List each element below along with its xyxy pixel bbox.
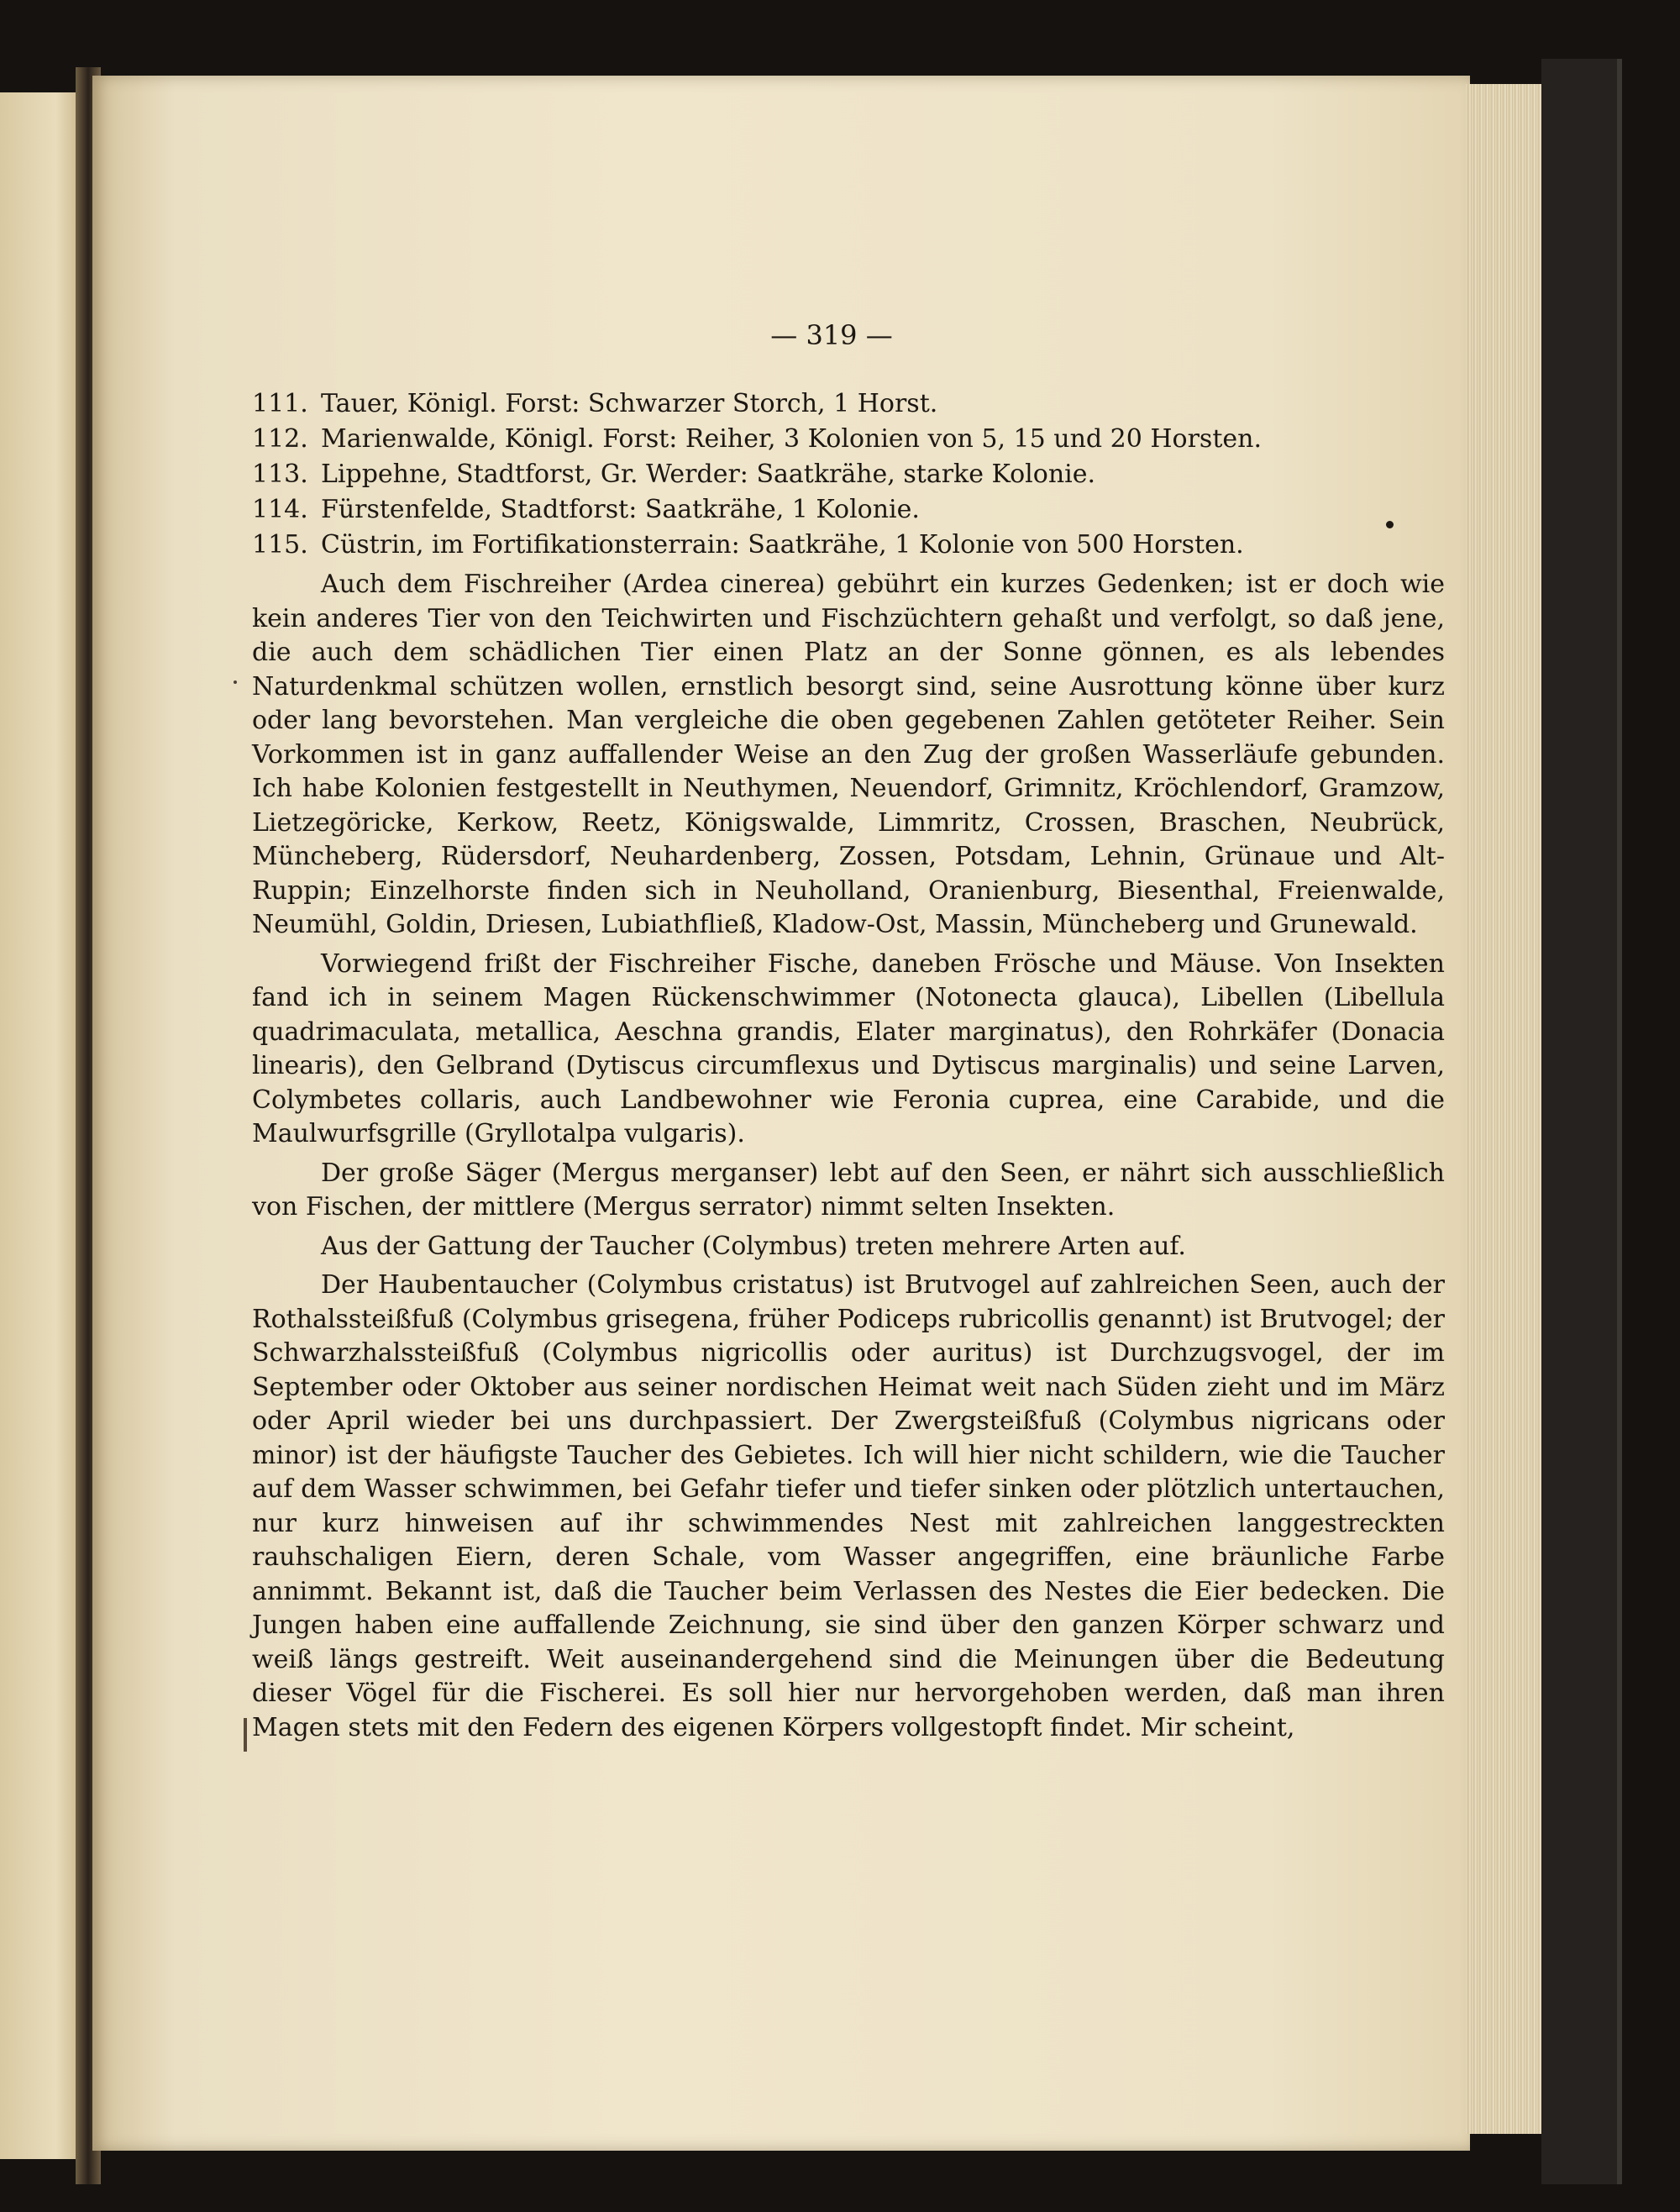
list-item-number: 111. (252, 389, 308, 418)
list-item (252, 457, 1445, 492)
ink-dot (1386, 521, 1394, 528)
paragraph-fischreiher: Auch dem Fischreiher (Ardea cinerea) gebührt ein kurzes Gedenken; ist er doch wie kein anderes Tier von den Teichwirten und Fischzüchtern gehaßt und verfolgt, so daß jene, die auch dem schädlichen Tier einen Platz an der Sonne gönnen, es als lebendes Naturdenkmal schützen wollen, ernstlich besorgt sind, seine Ausrottung könne über kurz oder lang bevorstehen. Man vergleiche die oben gegebenen Zahlen getöteter Reiher. Sein Vorkommen ist in ganz auffallender Weise an den Zug der großen Wasserläufe gebunden. Ich habe Kolonien festgestellt in Neuthymen, Neuendorf, Grimnitz, Kröchlendorf, Gramzow, Lietzegöricke, Kerkow, Reetz, Königswalde, Limmritz, Crossen, Braschen, Neubrück, Müncheberg, Rüdersdorf, Neuhardenberg, Zossen, Potsdam, Lehnin, Grünaue und Alt-Ruppin; Einzelhorste finden sich in Neuholland, Oranienburg, Biesenthal, Freienwalde, Neumühl, Goldin, Driesen, Lubiathfließ, Kladow-Ost, Massin, Müncheberg und Grunewald. (252, 570, 1445, 939)
list-item-text: Lippehne, Stadtforst, Gr. Werder: Saatkrähe, starke Kolonie. (321, 460, 1096, 489)
list-item (252, 422, 1445, 457)
paragraph-taucher: Aus der Gattung der Taucher (Colymbus) treten mehrere Arten auf. (321, 1231, 1186, 1261)
list-item-text: Cüstrin, im Fortifikationsterrain: Saatkrähe, 1 Kolonie von 500 Horsten. (321, 530, 1244, 560)
paragraph-saeger: Der große Säger (Mergus merganser) lebt auf den Seen, er nährt sich ausschließlich von Fischen, der mittlere (Mergus serrator) nimmt selten Insekten. (252, 1158, 1445, 1222)
list-item-text: Fürstenfelde, Stadtforst: Saatkrähe, 1 Kolonie. (321, 495, 920, 524)
list-item (252, 528, 1445, 563)
page-number: — 319 — (770, 319, 893, 351)
margin-mark (244, 1718, 247, 1752)
list-item (252, 386, 1445, 422)
page-text (252, 319, 1445, 1745)
left-page-edge (0, 92, 80, 2159)
list-item-number: 113. (252, 460, 308, 489)
list-item (252, 492, 1445, 528)
list-item-text: Tauer, Königl. Forst: Schwarzer Storch, 1 Horst. (321, 389, 938, 418)
list-item-number: 115. (252, 530, 308, 560)
paragraph-haubentaucher: Der Haubentaucher (Colymbus cristatus) ist Brutvogel auf zahlreichen Seen, auch der Rothalssteißfuß (Colymbus grisegena, früher Podiceps rubricollis genannt) ist Brutvogel; der Schwarzhalssteißfuß (Colymbus nigricollis oder auritus) ist Durchzugsvogel, der im September oder Oktober aus seiner nordischen Heimat weit nach Süden zieht und im März oder April wieder bei uns durchpassiert. Der Zwergsteißfuß (Colymbus nigricans oder minor) ist der häufigste Taucher des Gebietes. Ich will hier nicht schildern, wie die Taucher auf dem Wasser schwimmen, bei Gefahr tiefer und tiefer sinken oder plötzlich untertauchen, nur kurz hinweisen auf ihr schwimmendes Nest mit zahlreichen langgestreckten rauhschaligen Eiern, deren Schale, vom Wasser angegriffen, eine bräunliche Farbe annimmt. Bekannt ist, daß die Taucher beim Verlassen des Nestes die Eier bedecken. Die Jungen haben eine auffallende Zeichnung, sie sind über den ganzen Körper schwarz und weiß längs gestreift. Weit auseinandergehend sind die Meinungen über die Bedeutung dieser Vögel für die Fischerei. Es soll hier nur hervorgehoben werden, daß man ihren Magen stets mit den Federn des eigenen Körpers vollgestopft findet. Mir scheint, (252, 1270, 1445, 1742)
horst-list (252, 386, 1445, 563)
list-item-text: Marienwalde, Königl. Forst: Reiher, 3 Kolonien von 5, 15 und 20 Horsten. (321, 424, 1262, 454)
list-item-number: 112. (252, 424, 308, 454)
list-item-number: 114. (252, 495, 308, 524)
page-edges (1466, 84, 1546, 2134)
paragraph-nahrung: Vorwiegend frißt der Fischreiher Fische, daneben Frösche und Mäuse. Von Insekten fand ich in seinem Magen Rückenschwimmer (Notonecta glauca), Libellen (Libellula quadrimaculata, metallica, Aeschna grandis, Elater marginatus), den Rohrkäfer (Donacia linearis), den Gelbrand (Dytiscus circumflexus und Dytiscus marginalis) und seine Larven, Colymbetes collaris, auch Landbewohner wie Feronia cuprea, eine Carabide, und die Maulwurfsgrille (Gryllotalpa vulgaris). (252, 948, 1445, 1148)
book-cover (1541, 59, 1622, 2184)
paper-speck (234, 680, 237, 684)
